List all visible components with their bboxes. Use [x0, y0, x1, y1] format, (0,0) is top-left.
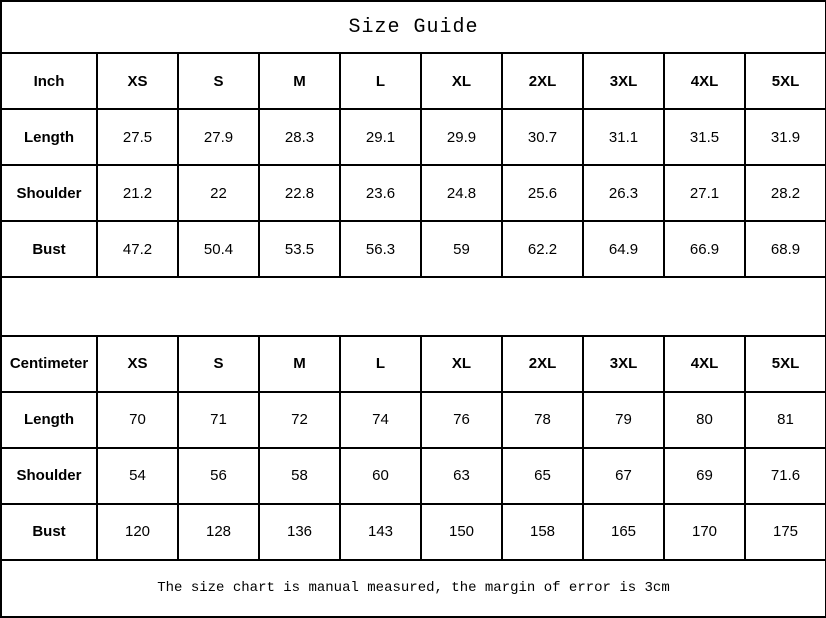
size-header-cell: 2XL	[502, 53, 583, 109]
measurement-label-cell: Bust	[1, 221, 97, 277]
title-section	[1, 1, 826, 53]
spacer-section	[1, 277, 826, 335]
size-header-cell: M	[259, 336, 340, 392]
footer-note: The size chart is manual measured, the margin of error is 3cm	[1, 560, 826, 617]
measurement-label-cell: Bust	[1, 504, 97, 560]
measurement-value-cell: 58	[259, 448, 340, 504]
measurement-value-cell: 81	[745, 392, 826, 448]
measurement-value-cell: 165	[583, 504, 664, 560]
measurement-value-cell: 76	[421, 392, 502, 448]
size-header-cell: XS	[97, 53, 178, 109]
measurement-value-cell: 143	[340, 504, 421, 560]
measurement-row	[1, 221, 826, 277]
spacer-row	[1, 277, 826, 335]
measurement-value-cell: 66.9	[664, 221, 745, 277]
measurement-value-cell: 53.5	[259, 221, 340, 277]
measurement-value-cell: 31.9	[745, 109, 826, 165]
measurement-value-cell: 56.3	[340, 221, 421, 277]
measurement-value-cell: 170	[664, 504, 745, 560]
measurement-row	[1, 448, 826, 504]
inch-table-body	[1, 53, 826, 277]
size-header-cell: XS	[97, 336, 178, 392]
size-header-cell: 3XL	[583, 53, 664, 109]
size-header-cell: 5XL	[745, 53, 826, 109]
measurement-value-cell: 29.1	[340, 109, 421, 165]
page-title: Size Guide	[1, 1, 826, 53]
measurement-value-cell: 47.2	[97, 221, 178, 277]
measurement-value-cell: 25.6	[502, 165, 583, 221]
measurement-value-cell: 67	[583, 448, 664, 504]
measurement-value-cell: 23.6	[340, 165, 421, 221]
measurement-value-cell: 62.2	[502, 221, 583, 277]
measurement-value-cell: 158	[502, 504, 583, 560]
size-header-cell: 4XL	[664, 336, 745, 392]
measurement-value-cell: 64.9	[583, 221, 664, 277]
spacer-cell	[1, 277, 826, 335]
measurement-value-cell: 68.9	[745, 221, 826, 277]
measurement-value-cell: 79	[583, 392, 664, 448]
measurement-row	[1, 504, 826, 560]
measurement-value-cell: 28.2	[745, 165, 826, 221]
measurement-value-cell: 22	[178, 165, 259, 221]
measurement-value-cell: 71.6	[745, 448, 826, 504]
measurement-value-cell: 136	[259, 504, 340, 560]
measurement-value-cell: 78	[502, 392, 583, 448]
measurement-value-cell: 59	[421, 221, 502, 277]
measurement-value-cell: 50.4	[178, 221, 259, 277]
measurement-value-cell: 21.2	[97, 165, 178, 221]
size-header-cell: 3XL	[583, 336, 664, 392]
measurement-value-cell: 175	[745, 504, 826, 560]
measurement-value-cell: 30.7	[502, 109, 583, 165]
measurement-value-cell: 63	[421, 448, 502, 504]
size-header-row	[1, 336, 826, 392]
title-row	[1, 1, 826, 53]
measurement-value-cell: 27.9	[178, 109, 259, 165]
footer-section	[1, 560, 826, 617]
measurement-value-cell: 27.1	[664, 165, 745, 221]
unit-label-cell: Inch	[1, 53, 97, 109]
size-header-cell: L	[340, 53, 421, 109]
size-header-cell: M	[259, 53, 340, 109]
size-header-cell: XL	[421, 336, 502, 392]
measurement-value-cell: 72	[259, 392, 340, 448]
measurement-value-cell: 27.5	[97, 109, 178, 165]
centimeter-table-body	[1, 336, 826, 560]
measurement-label-cell: Shoulder	[1, 165, 97, 221]
measurement-value-cell: 70	[97, 392, 178, 448]
measurement-label-cell: Length	[1, 392, 97, 448]
measurement-label-cell: Shoulder	[1, 448, 97, 504]
measurement-value-cell: 29.9	[421, 109, 502, 165]
measurement-value-cell: 24.8	[421, 165, 502, 221]
size-header-cell: 4XL	[664, 53, 745, 109]
measurement-value-cell: 60	[340, 448, 421, 504]
measurement-value-cell: 74	[340, 392, 421, 448]
measurement-value-cell: 54	[97, 448, 178, 504]
measurement-row	[1, 165, 826, 221]
size-header-cell: 2XL	[502, 336, 583, 392]
footer-row	[1, 560, 826, 617]
size-header-row	[1, 53, 826, 109]
measurement-value-cell: 69	[664, 448, 745, 504]
unit-label-cell: Centimeter	[1, 336, 97, 392]
measurement-value-cell: 28.3	[259, 109, 340, 165]
size-header-cell: L	[340, 336, 421, 392]
measurement-row	[1, 109, 826, 165]
measurement-value-cell: 56	[178, 448, 259, 504]
size-header-cell: S	[178, 336, 259, 392]
measurement-value-cell: 22.8	[259, 165, 340, 221]
measurement-row	[1, 392, 826, 448]
measurement-value-cell: 150	[421, 504, 502, 560]
measurement-value-cell: 65	[502, 448, 583, 504]
measurement-value-cell: 71	[178, 392, 259, 448]
measurement-value-cell: 120	[97, 504, 178, 560]
measurement-value-cell: 26.3	[583, 165, 664, 221]
measurement-value-cell: 128	[178, 504, 259, 560]
measurement-value-cell: 80	[664, 392, 745, 448]
measurement-label-cell: Length	[1, 109, 97, 165]
size-header-cell: 5XL	[745, 336, 826, 392]
measurement-value-cell: 31.5	[664, 109, 745, 165]
size-header-cell: XL	[421, 53, 502, 109]
size-header-cell: S	[178, 53, 259, 109]
measurement-value-cell: 31.1	[583, 109, 664, 165]
